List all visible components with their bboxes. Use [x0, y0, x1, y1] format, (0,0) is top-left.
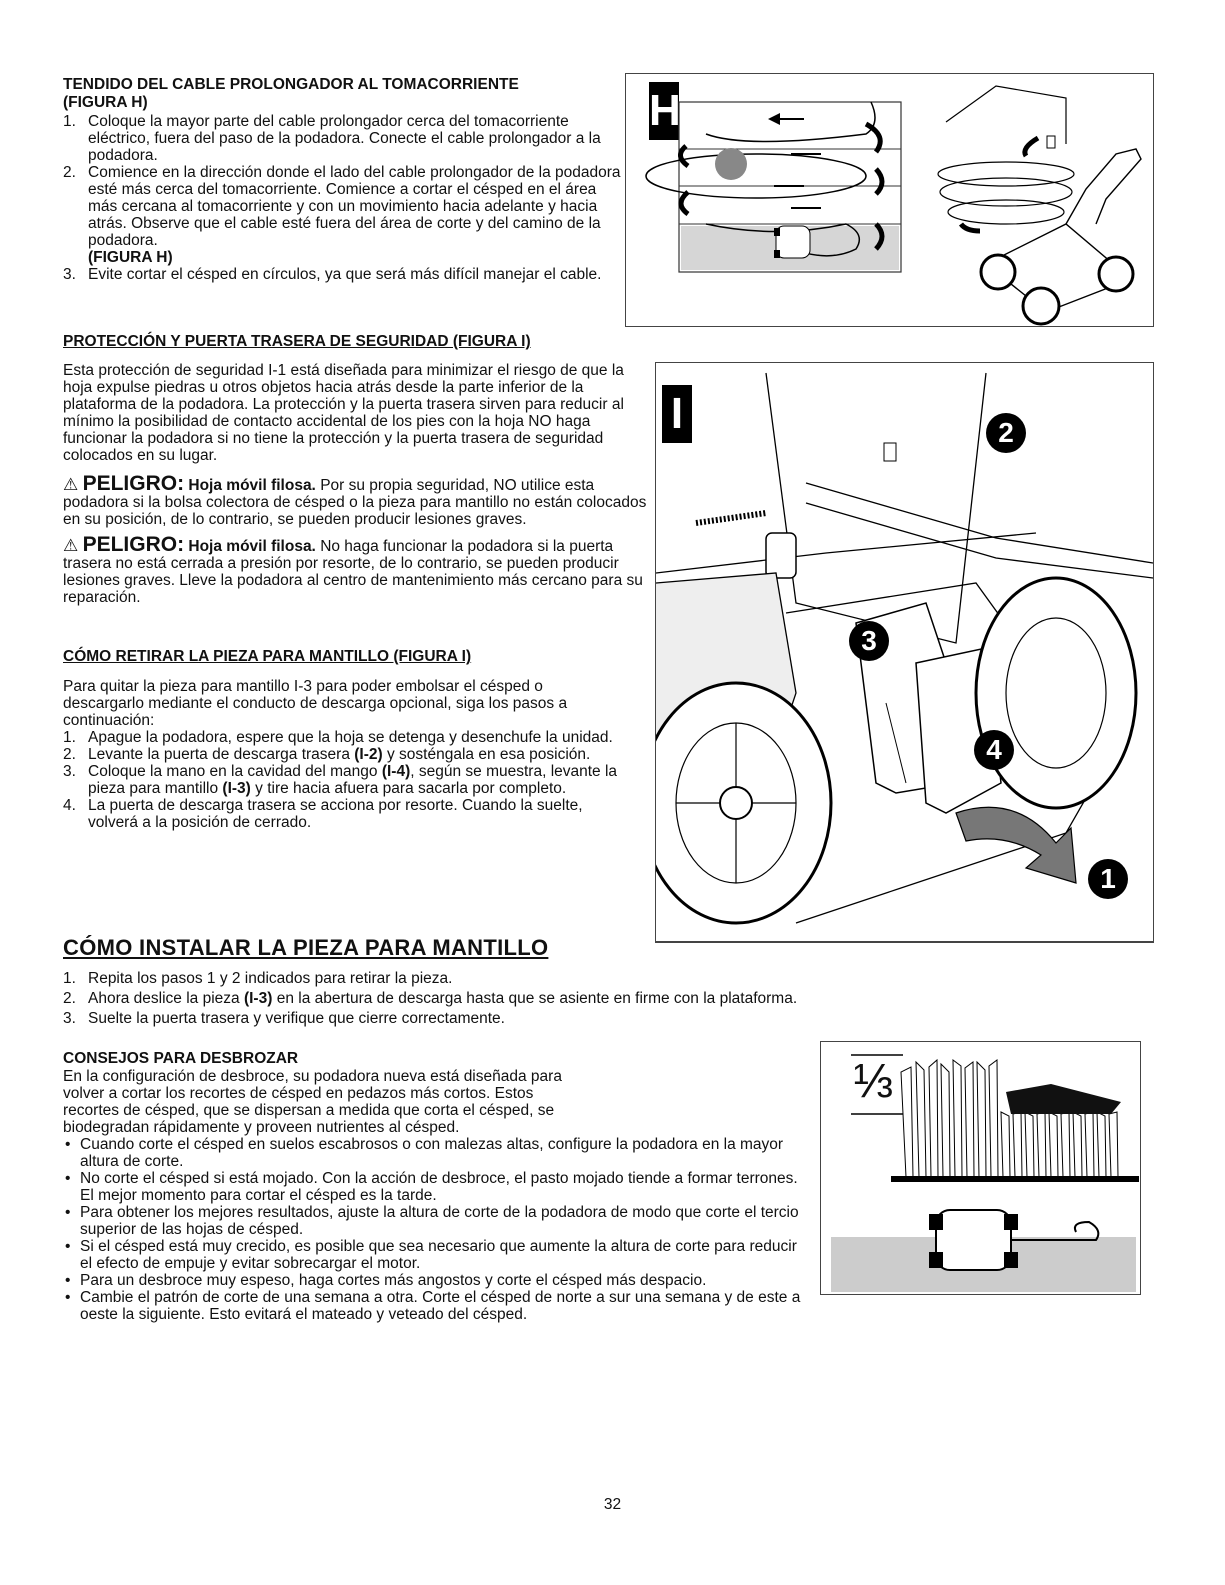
cable-step-1: 1. Coloque la mayor parte del cable prolongador cerca del tomacorriente eléctrico, fuera del paso de la podadora. Conecte el cable prolongador a la podadora.: [63, 113, 601, 164]
tips-bullet: • Cambie el patrón de corte de una semana a otra. Corte el césped de norte a sur una semana y de este a oeste la siguiente. Esto evitará el mateado y veteado del césped.: [63, 1289, 808, 1323]
callout-4-icon: 4: [974, 730, 1014, 770]
remove-step-3: 3. Coloque la mano en la cavidad del mango (I-4), según se muestra, levante la pieza para mantillo (I-3) y tire hacia afuera para sacarla por completo.: [63, 763, 618, 797]
install-step-2: 2. Ahora deslice la pieza (I-3) en la abertura de descarga hasta que se asiente en firme con la plataforma.: [63, 990, 798, 1007]
install-section: [63, 935, 963, 1027]
tips-bullet: • Para obtener los mejores resultados, ajuste la altura de corte de la podadora de modo que corte el tercio superior de las hojas de césped.: [63, 1204, 808, 1238]
figure-mulch: [820, 1041, 1141, 1295]
remove-title: CÓMO RETIRAR LA PIEZA PARA MANTILLO (FIGURA I): [63, 648, 472, 665]
tips-intro: En la configuración de desbroce, su podadora nueva está diseñada para volver a cortar los recortes de césped en pedazos más cortos. Estos recortes de césped, que se dispersan a medida que corta el césped, se biodegradan rápidamente y proveen nutrientes al césped.: [63, 1068, 562, 1136]
callout-1-icon: 1: [1088, 859, 1128, 899]
remove-step-4: 4. La puerta de descarga trasera se acciona por resorte. Cuando la suelte, volverá a la posición de cerrado.: [63, 797, 583, 831]
figure-i-illustration: [656, 363, 1153, 941]
warning-2-sub: Hoja móvil filosa.: [188, 538, 316, 555]
install-title: CÓMO INSTALAR LA PIEZA PARA MANTILLO: [63, 935, 549, 960]
cable-section: [63, 76, 623, 283]
guard-section: [63, 333, 653, 606]
tips-title: CONSEJOS PARA DESBROZAR: [63, 1050, 299, 1067]
callout-2-icon: 2: [986, 413, 1026, 453]
cable-step-2-ref: (FIGURA H): [88, 249, 173, 266]
remove-step-2: 2. Levante la puerta de descarga trasera (I-2) y sosténgala en esa posición.: [63, 746, 591, 763]
cable-title-line2: (FIGURA H): [63, 94, 148, 111]
figure-h-illustration: [626, 74, 1153, 326]
figure-i-label: I: [662, 385, 692, 443]
tips-bullet: • No corte el césped si está mojado. Con la acción de desbroce, el pasto mojado tiende a formar terrones. El mejor momento para cortar el césped es la tarde.: [63, 1170, 808, 1204]
guard-warning-1: [63, 472, 653, 528]
warning-icon: ⚠: [63, 475, 79, 494]
remove-intro: Para quitar la pieza para mantillo I-3 para poder embolsar el césped o descargarlo mediante el conducto de descarga opcional, siga los pasos a continuación:: [63, 678, 568, 729]
remove-steps: [63, 729, 623, 831]
guard-title: PROTECCIÓN Y PUERTA TRASERA DE SEGURIDAD (FIGURA I): [63, 333, 531, 350]
figure-h: [625, 73, 1154, 327]
guard-body: Esta protección de seguridad I-1 está diseñada para minimizar el riesgo de que la hoja expulse piedras u otros objetos hacia atrás desde la parte inferior de la plataforma de la podadora. La protección y la puerta trasera sirven para reducir al mínimo la posibilidad de contacto accidental de los pies con la hoja NO haga funcionar la podadora si no tiene la protección y la puerta trasera de seguridad colocados en su lugar.: [63, 362, 624, 464]
tips-bullet: • Cuando corte el césped en suelos escabrosos o con malezas altas, configure la podadora en la mayor altura de corte.: [63, 1136, 808, 1170]
warning-2-text: No haga funcionar la podadora si la puerta trasera no está cerrada a presión por resorte, de lo contrario, se pueden producir lesiones graves. Lleve la podadora al centro de mantenimiento más cercano para su reparación.: [63, 538, 643, 606]
warning-1-text: Por su propia seguridad, NO utilice esta podadora si la bolsa colectora de césped o la pieza para mantillo no están colocados en su posición, de lo contrario, se pueden producir lesiones graves.: [63, 477, 647, 528]
figure-i: [655, 362, 1154, 943]
remove-step-1: 1. Apague la podadora, espere que la hoja se detenga y desenchufe la unidad.: [63, 729, 613, 746]
tips-section: [63, 1050, 808, 1323]
warning-2-word: PELIGRO:: [82, 533, 185, 556]
remove-section: [63, 648, 623, 831]
install-step-1: 1. Repita los pasos 1 y 2 indicados para retirar la pieza.: [63, 970, 453, 987]
guard-warning-2: [63, 533, 653, 606]
cable-step-2: 2. Comience en la dirección donde el lado del cable prolongador de la podadora esté más cerca del tomacorriente. Comience a cortar el césped en el área más cercana al tomacorriente y con un movimiento hacia adelante y hacia atrás. Observe que el cable esté fuera del área de corte y del camino de la podadora. (FIGURA H): [63, 164, 621, 266]
tips-bullets: [63, 1136, 808, 1323]
one-third-label: ⅓: [853, 1055, 894, 1108]
warning-1-word: PELIGRO:: [82, 472, 185, 495]
install-steps: [63, 970, 963, 1027]
page-number: 32: [603, 1496, 622, 1513]
install-step-3: 3. Suelte la puerta trasera y verifique que cierre correctamente.: [63, 1010, 505, 1027]
cable-step-3: 3. Evite cortar el césped en círculos, ya que será más difícil manejar el cable.: [63, 266, 602, 283]
warning-icon: ⚠: [63, 536, 79, 555]
warning-1-sub: Hoja móvil filosa.: [188, 477, 316, 494]
tips-bullet: • Para un desbroce muy espeso, haga cortes más angostos y corte el césped más despacio.: [63, 1272, 808, 1289]
figure-h-label: H: [649, 82, 679, 140]
cable-steps: [63, 113, 623, 283]
cable-title-line1: TENDIDO DEL CABLE PROLONGADOR AL TOMACORRIENTE: [63, 76, 519, 93]
tips-bullet: • Si el césped está muy crecido, es posible que sea necesario que aumente la altura de corte para reducir el efecto de empuje y evitar sobrecargar el motor.: [63, 1238, 808, 1272]
callout-3-icon: 3: [849, 621, 889, 661]
